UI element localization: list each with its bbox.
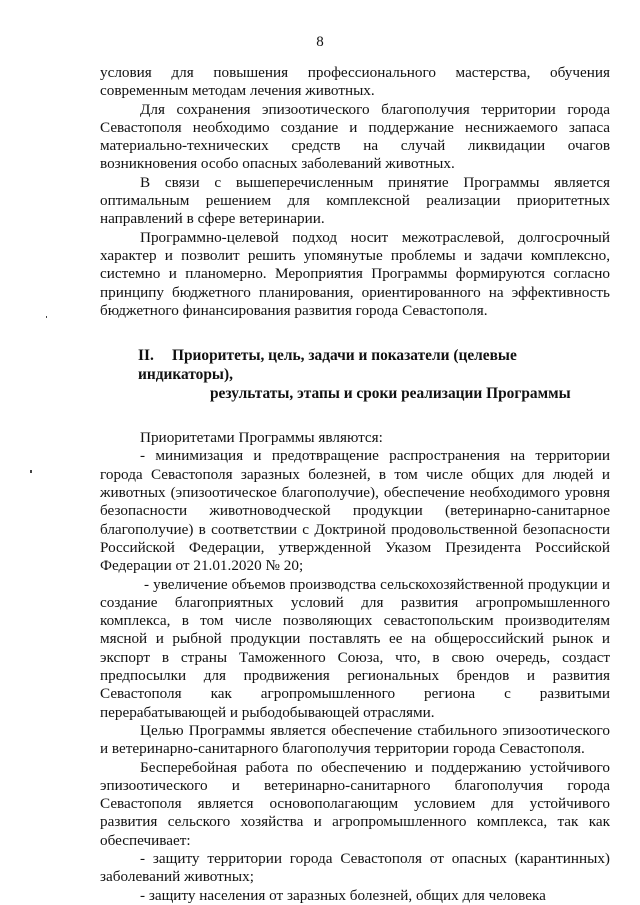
paragraph: В связи с вышеперечисленным принятие Программы является оптимальным решением для комплексной реализации приоритетных направлений в сфере ветеринарии. — [100, 173, 610, 228]
page-number: 8 — [316, 34, 324, 50]
scan-speck — [46, 316, 47, 318]
paragraph: Для сохранения эпизоотического благополучия территории города Севастополя необходимо создание и поддержание неснижаемого запаса материально-технических средств на случай ликвидации очагов возникновения особо опасных заболеваний животных. — [100, 100, 610, 173]
section-number: II. — [138, 347, 154, 365]
list-item: - защиту населения от заразных болезней, общих для человека — [140, 886, 546, 904]
section-title-line1: Приоритеты, цель, задачи и показатели (целевые индикаторы), — [138, 347, 517, 384]
section-title-line2: результаты, этапы и сроки реализации Программы — [210, 385, 571, 403]
paragraph: Целью Программы является обеспечение стабильного эпизоотического и ветеринарно-санитарного благополучия территории города Севастополя. — [100, 721, 610, 758]
list-item: - минимизация и предотвращение распространения на территории города Севастополя заразных болезней, в том числе общих для людей и животных (эпизоотическое благополучие), обеспечение необходимого уровня безопасности животноводческой продукции (ветеринарно-санитарное благополучие) в соответствии с Доктриной продовольственной безопасности Российской Федерации, утвержденной Указом Президента Российской Федерации от 21.01.2020 № 20; — [100, 447, 610, 575]
section-heading — [100, 346, 610, 403]
list-item: - увеличение объемов производства сельскохозяйственной продукции и создание благоприятных условий для развития агропромышленного комплекса, в том числе позволяющих севастопольским производителям мясной и рыбной продукции поставлять ее на общероссийский рынок и экспорт в страны Таможенного Союза, что, в свою очередь, создаст предпосылки для продвижения региональных брендов и развития Севастополя как агропромышленного региона с развитыми перерабатывающей и рыбодобывающей отраслями. — [100, 575, 610, 721]
paragraph: Бесперебойная работа по обеспечению и поддержанию устойчивого эпизоотического и ветеринарно-санитарного благополучия города Севастополя является основополагающим условием для устойчивого развития сельского хозяйства и агропромышленного комплекса, так как обеспечивает: — [100, 758, 610, 849]
scan-speck — [30, 470, 32, 473]
paragraph: Приоритетами Программы являются: — [140, 429, 383, 447]
list-item: - защиту территории города Севастополя от опасных (карантинных) заболеваний животных; — [100, 849, 610, 886]
paragraph: Программно-целевой подход носит межотраслевой, долгосрочный характер и позволит решить упомянутые проблемы и задачи комплексно, системно и планомерно. Мероприятия Программы формируются согласно принципу бюджетного планирования, ориентированного на эффективность бюджетного финансирования развития города Севастополя. — [100, 228, 610, 319]
document-body — [100, 64, 610, 905]
paragraph: условия для повышения профессионального мастерства, обучения современным методам лечения животных. — [100, 64, 610, 100]
